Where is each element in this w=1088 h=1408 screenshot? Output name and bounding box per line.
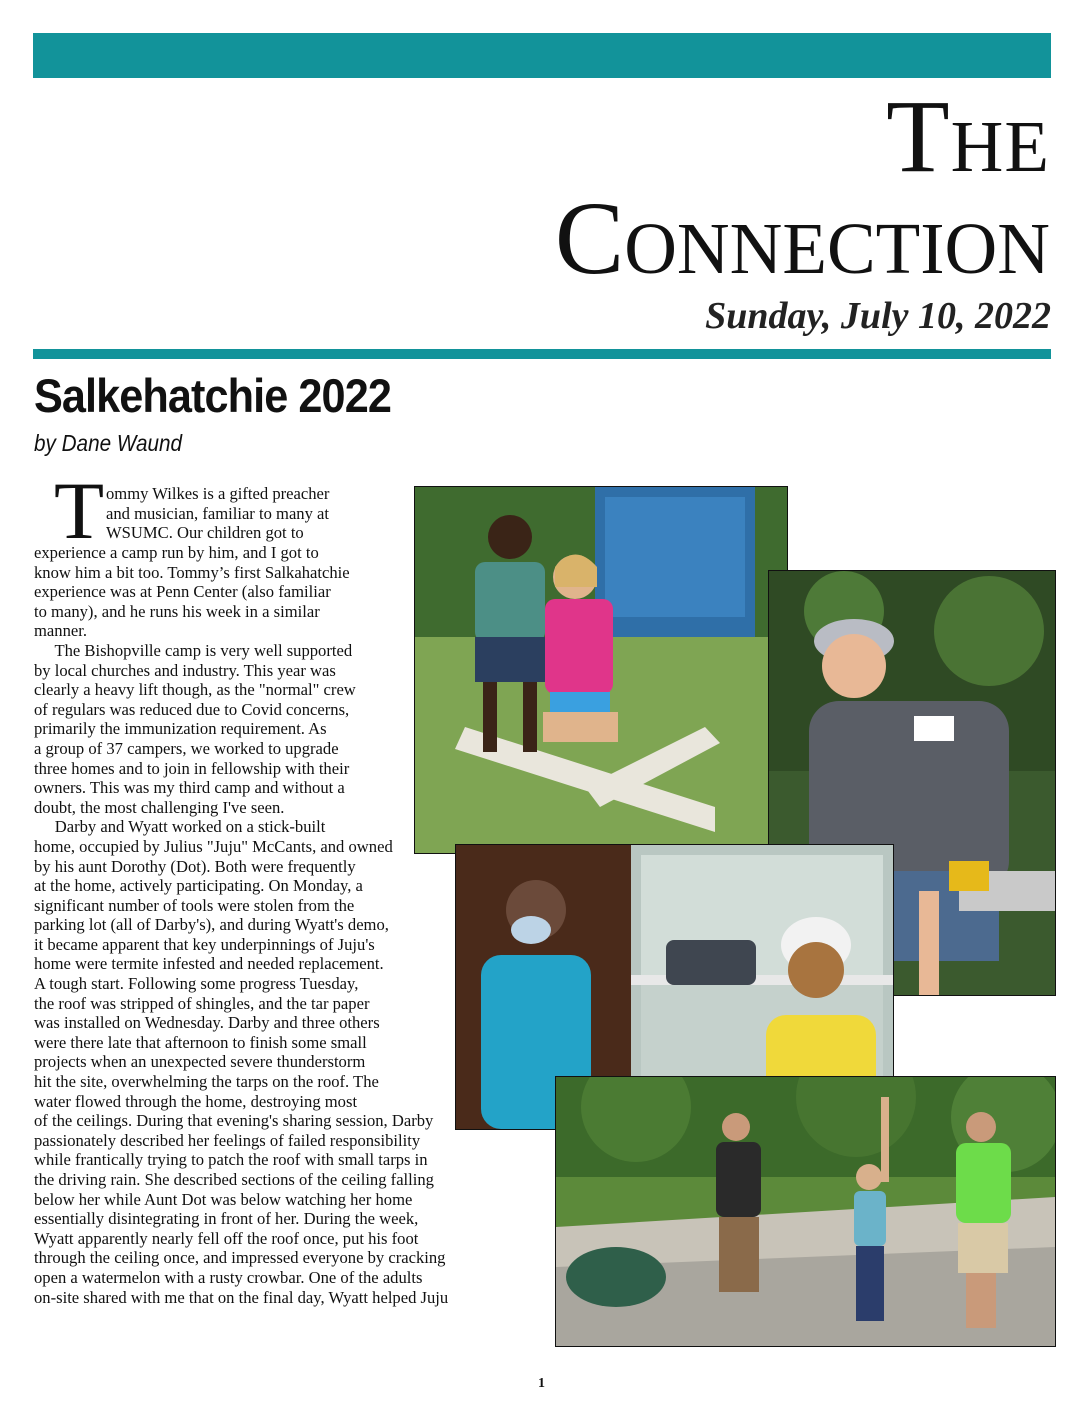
article-line: parking lot (all of Darby's), and during Wyatt's demo, [34, 915, 389, 935]
article-line: to many), and he runs his week in a similar [34, 601, 320, 621]
article-line: hit the site, overwhelming the tarps on the roof. The [34, 1072, 379, 1092]
masthead [554, 79, 1050, 296]
article-line: doubt, the most challenging I've seen. [34, 797, 285, 817]
article-line: WSUMC. Our children got to [106, 523, 304, 543]
article-line: on-site shared with me that on the final day, Wyatt helped Juju [34, 1287, 449, 1307]
article-line: it became apparent that key underpinnings of Juju's [34, 934, 375, 954]
article-line: the driving rain. She described sections of the ceiling falling [34, 1170, 434, 1189]
masthead-line-1: The [886, 79, 1050, 194]
article-line: experience a camp run by him, and I got to [34, 543, 319, 562]
photo-youths-with-cross-art [415, 487, 787, 853]
photo-group-at-worksite-art [556, 1077, 1055, 1346]
article-line: the roof was stripped of shingles, and the tar paper [34, 993, 370, 1013]
article-intro-lines [106, 484, 329, 543]
article-line: know him a bit too. Tommy’s first Salkahatchie [34, 562, 350, 582]
article-byline: by Dane Waund [34, 430, 183, 456]
article-line: at the home, actively participating. On Monday, a [34, 876, 363, 896]
article-line: by local churches and industry. This year was [34, 660, 336, 680]
article-line: owners. This was my third camp and without a [34, 778, 345, 798]
article-line: while frantically trying to patch the roof with small tarps in [34, 1150, 428, 1170]
divider-accent-bar [33, 349, 1051, 359]
article-line: water flowed through the home, destroying most [34, 1091, 358, 1111]
article-line: experience was at Penn Center (also familiar [34, 582, 331, 602]
article-line: below her while Aunt Dot was below watching her home [34, 1189, 413, 1209]
article-line: open a watermelon with a rusty crowbar. One of the adults [34, 1267, 423, 1287]
article-line: a group of 37 campers, we worked to upgrade [34, 738, 339, 758]
top-accent-bar [33, 33, 1051, 78]
article-line: of regulars was reduced due to Covid concerns, [34, 699, 350, 719]
photo-youths-with-cross [414, 486, 788, 854]
article-line: by his aunt Dorothy (Dot). Both were frequently [34, 856, 356, 876]
article-body [34, 543, 448, 1307]
article-line: of the ceilings. During that evening's sharing session, Darby [34, 1111, 434, 1131]
article-line: and musician, familiar to many at [106, 503, 330, 523]
article-line: The Bishopville camp is very well supported [34, 640, 353, 660]
article-line: Darby and Wyatt worked on a stick-built [34, 817, 326, 837]
article-line: A tough start. Following some progress Tuesday, [34, 974, 359, 994]
article-line: were there late that afternoon to finish some small [34, 1032, 367, 1052]
article-line: was installed on Wednesday. Darby and three others [34, 1013, 380, 1033]
article-line: ommy Wilkes is a gifted preacher [106, 484, 330, 503]
article-line: through the ceiling once, and impressed everyone by cracking [34, 1248, 446, 1268]
article-line: clearly a heavy lift though, as the "normal" crew [34, 680, 356, 700]
drop-cap: T [54, 465, 105, 556]
article-line: essentially disintegrating in front of her. During the week, [34, 1209, 419, 1229]
article-line: home, occupied by Julius "Juju" McCants, and owned [34, 836, 393, 856]
article-line: primarily the immunization requirement. As [34, 719, 327, 739]
masthead-line-2: Connection [554, 180, 1050, 296]
photo-group-at-worksite [555, 1076, 1056, 1347]
article-line: projects when an unexpected severe thunderstorm [34, 1052, 366, 1072]
article-headline: Salkehatchie 2022 [34, 369, 391, 422]
article-line: passionately described her feelings of failed responsibility [34, 1130, 421, 1150]
article-line: manner. [34, 621, 87, 641]
article-line: home were termite infested and needed replacement. [34, 954, 384, 974]
page-number: 1 [538, 1376, 545, 1391]
article-line: three homes and to join in fellowship with their [34, 758, 350, 778]
issue-date: Sunday, July 10, 2022 [705, 295, 1051, 337]
article-line: Wyatt apparently nearly fell off the roof once, put his foot [34, 1228, 419, 1248]
article-line: significant number of tools were stolen from the [34, 895, 355, 915]
